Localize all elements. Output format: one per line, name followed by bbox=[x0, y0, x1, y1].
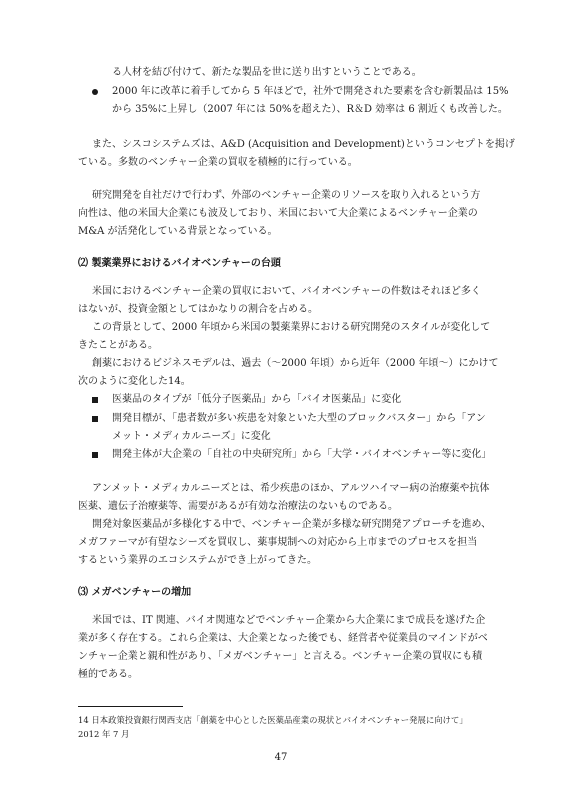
body-line: 医薬、遺伝子治療薬等、需要があるが有効な治療法のないものである。 bbox=[78, 501, 398, 512]
footnote-text: 14 日本政策投資銀行関西支店「創薬を中心とした医薬品産業の現状とバイオベンチャー発展に向けて」 bbox=[78, 715, 468, 725]
list-item: メット・メディカルニーズ」に変化 bbox=[112, 431, 271, 442]
section-heading: ⑵ 製薬業界におけるバイオベンチャーの台頭 bbox=[78, 258, 281, 269]
list-item: 開発目標が、「患者数が多い疾患を対象といた大型のブロックバスター」から「アン bbox=[112, 413, 486, 424]
section-heading: ⑶ メガベンチャーの増加 bbox=[78, 587, 192, 598]
list-item: 医薬品のタイプが「低分子医薬品」から「バイオ医薬品」に変化 bbox=[112, 394, 402, 405]
body-line: 次のように変化した14。 bbox=[78, 376, 191, 387]
body-line: 米国では、IT 関連、バイオ関連などでベンチャー企業から大企業にまで成長を遂げた企 bbox=[92, 615, 486, 626]
body-line: 業が多く存在する。これら企業は、大企業となった後でも、経営者や従業員のマインドがベ bbox=[78, 633, 488, 644]
body-line: はないが、投資金額としてはかなりの割合を占める。 bbox=[78, 304, 318, 315]
body-line: きたことがある。 bbox=[78, 340, 158, 351]
body-line: る人材を結び付けて、新たな製品を世に送り出すということである。 bbox=[112, 67, 422, 78]
body-line: するという業界のエコシステムができ上がってきた。 bbox=[78, 555, 317, 566]
body-line: 創薬におけるビジネスモデルは、過去（〜2000 年頃）から近年（2000 年頃〜）にかけて bbox=[92, 358, 499, 369]
body-line: から 35%に上昇し（2007 年には 50%を超えた）、R＆D 効率は 6 割近くも改善した。 bbox=[112, 104, 508, 115]
body-line: 研究開発を自社だけで行わず、外部のベンチャー企業のリソースを取り入れるという方 bbox=[92, 190, 481, 201]
body-line: 2000 年に改革に着手してから 5 年ほどで，社外で開発された要素を含む新製品は 15% bbox=[112, 86, 509, 97]
footnote-divider bbox=[78, 706, 183, 707]
body-line: ている。多数のベンチャー企業の買収を積極的に行っている。 bbox=[78, 157, 358, 168]
list-item: 開発主体が大企業の「自社の中央研究所」から「大学・バイオベンチャー等に変化」 bbox=[112, 449, 492, 460]
body-line: ンチャー企業と親和性があり、「メガベンチャー」と言える。ベンチャー企業の買収にも積 bbox=[78, 651, 483, 662]
square-bullet-icon bbox=[92, 397, 98, 403]
body-line: この背景として、2000 年頃から米国の製薬業界における研究開発のスタイルが変化して bbox=[92, 322, 491, 333]
square-bullet-icon bbox=[92, 452, 98, 458]
footnote-date: 2012 年 7 月 bbox=[78, 729, 130, 739]
square-bullet-icon bbox=[92, 416, 98, 422]
body-line: メガファーマが有望なシーズを買収し、薬事規制への対応から上市までのプロセスを担当 bbox=[78, 537, 478, 548]
body-line: また、シスコシステムズは、A&D (Acquisition and Development)というコンセプトを掲げ bbox=[92, 139, 515, 150]
body-line: 米国におけるベンチャー企業の買収において、バイオベンチャーの件数はそれほど多く bbox=[92, 286, 481, 297]
body-line: M&A が活発化している背景となっている。 bbox=[78, 226, 278, 237]
page-number: 47 bbox=[274, 752, 288, 763]
body-line: アンメット・メディカルニーズとは、希少疾患のほか、アルツハイマー病の治療薬や抗体 bbox=[92, 483, 490, 494]
body-line: 開発対象医薬品が多様化する中で、ベンチャー企業が多様な研究開発アプローチを進め、 bbox=[92, 519, 492, 530]
body-line: 極的である。 bbox=[78, 669, 138, 680]
body-line: 向性は、他の米国大企業にも波及しており、米国において大企業によるベンチャー企業の bbox=[78, 208, 478, 219]
round-bullet-icon bbox=[92, 89, 98, 95]
